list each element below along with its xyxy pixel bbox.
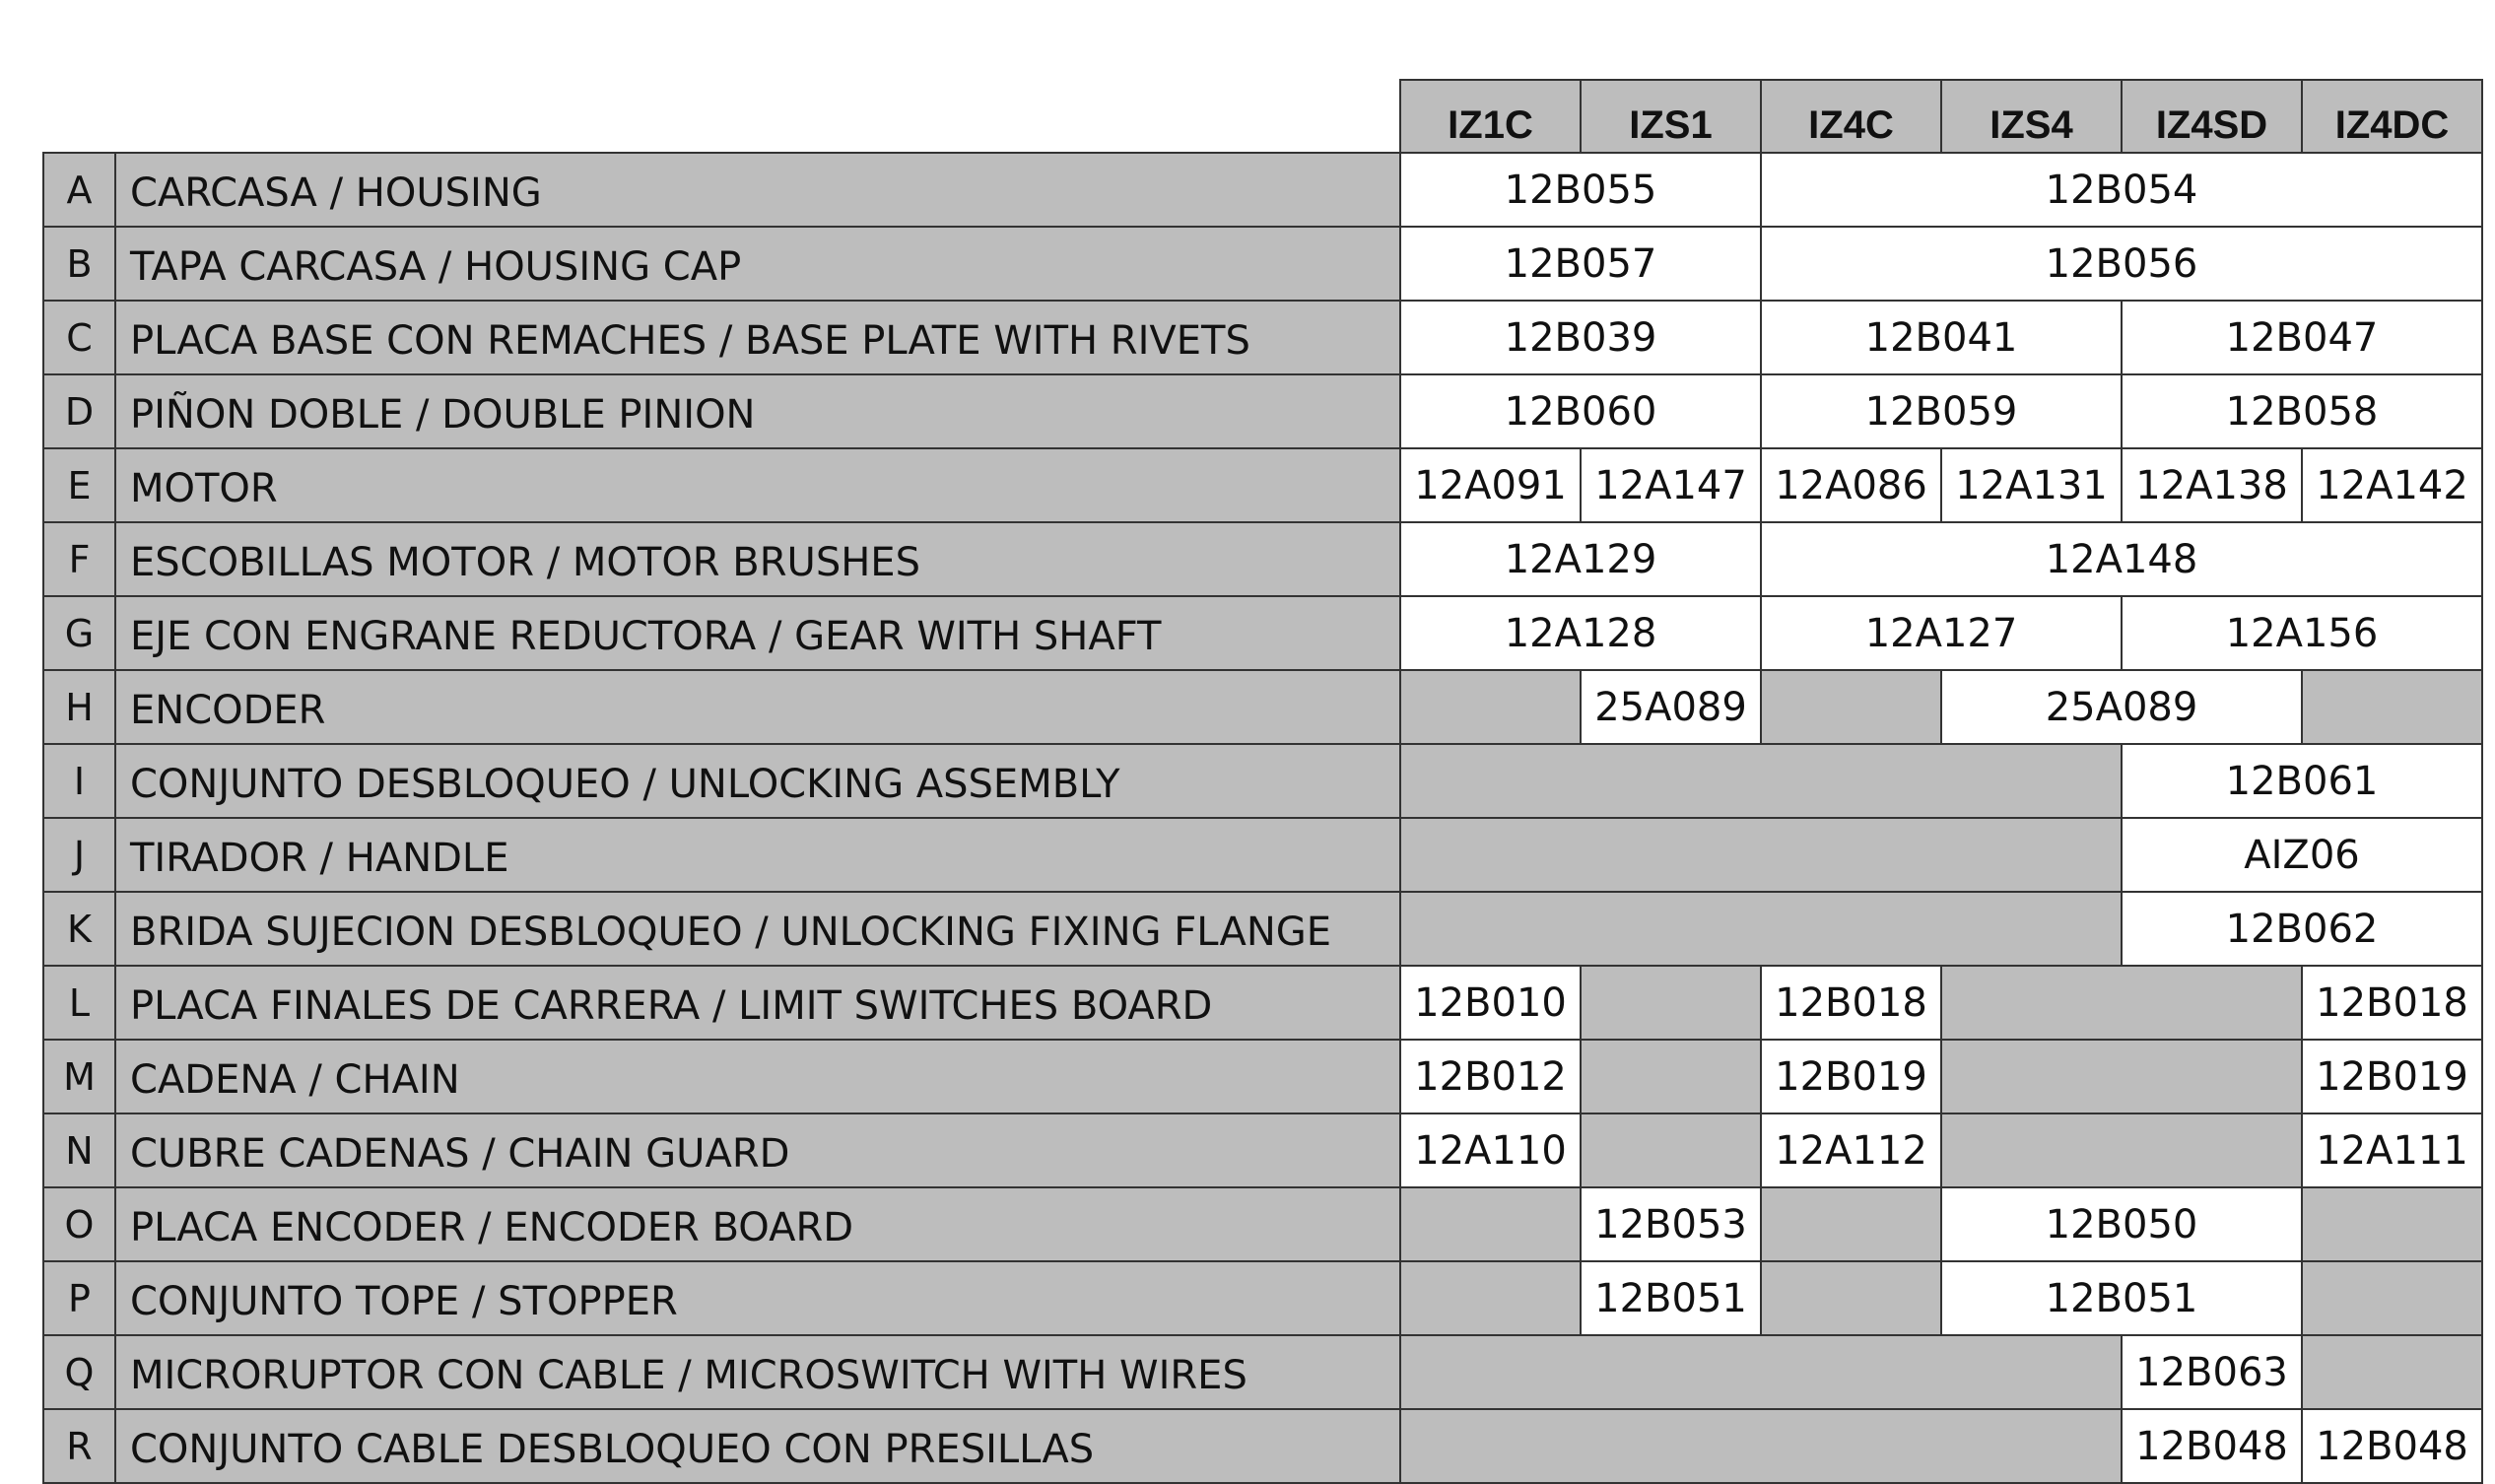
not-applicable-cell <box>1400 1409 2122 1483</box>
part-code-cell: 12B063 <box>2122 1335 2302 1409</box>
part-code-cell: 12B057 <box>1400 227 1761 301</box>
part-code-cell: 12B041 <box>1761 301 2122 374</box>
part-code-cell: 12A086 <box>1761 448 1941 522</box>
part-code-cell: 12A142 <box>2302 448 2482 522</box>
row-letter: D <box>43 374 115 448</box>
parts-table-container <box>42 79 2483 1484</box>
part-code-cell: 12A128 <box>1400 596 1761 670</box>
row-letter: C <box>43 301 115 374</box>
not-applicable-cell <box>1941 1113 2302 1187</box>
part-code-cell: 12A131 <box>1941 448 2122 522</box>
row-description: CADENA / CHAIN <box>115 1040 1400 1113</box>
model-header-iz1c: IZ1C <box>1400 80 1581 153</box>
row-letter: I <box>43 744 115 818</box>
part-code-cell: 12B051 <box>1581 1261 1761 1335</box>
row-description: BRIDA SUJECION DESBLOQUEO / UNLOCKING FIXING FLANGE <box>115 892 1400 966</box>
not-applicable-cell <box>1941 966 2302 1040</box>
part-code-cell: 12B039 <box>1400 301 1761 374</box>
row-letter: M <box>43 1040 115 1113</box>
table-row <box>43 374 2482 448</box>
row-letter: H <box>43 670 115 744</box>
part-code-cell: 12B055 <box>1400 153 1761 227</box>
row-letter: O <box>43 1187 115 1261</box>
part-code-cell: 12B012 <box>1400 1040 1581 1113</box>
part-code-cell: 12B018 <box>2302 966 2482 1040</box>
model-header-izs4: IZS4 <box>1941 80 2122 153</box>
row-description: CUBRE CADENAS / CHAIN GUARD <box>115 1113 1400 1187</box>
row-description: PLACA BASE CON REMACHES / BASE PLATE WITH RIVETS <box>115 301 1400 374</box>
row-letter: G <box>43 596 115 670</box>
not-applicable-cell <box>1761 1261 1941 1335</box>
row-letter: R <box>43 1409 115 1483</box>
part-code-cell: 12B048 <box>2302 1409 2482 1483</box>
table-row <box>43 966 2482 1040</box>
part-code-cell: 25A089 <box>1941 670 2302 744</box>
row-description: PLACA FINALES DE CARRERA / LIMIT SWITCHES BOARD <box>115 966 1400 1040</box>
part-code-cell: 12B056 <box>1761 227 2482 301</box>
row-description: TIRADOR / HANDLE <box>115 818 1400 892</box>
row-letter: F <box>43 522 115 596</box>
part-code-cell: 12B048 <box>2122 1409 2302 1483</box>
table-row <box>43 818 2482 892</box>
row-description: CONJUNTO CABLE DESBLOQUEO CON PRESILLAS <box>115 1409 1400 1483</box>
not-applicable-cell <box>2302 670 2482 744</box>
not-applicable-cell <box>1400 1187 1581 1261</box>
row-description: EJE CON ENGRANE REDUCTORA / GEAR WITH SHAFT <box>115 596 1400 670</box>
row-description: MOTOR <box>115 448 1400 522</box>
not-applicable-cell <box>1581 1040 1761 1113</box>
row-description: TAPA CARCASA / HOUSING CAP <box>115 227 1400 301</box>
model-header-iz4sd: IZ4SD <box>2122 80 2302 153</box>
not-applicable-cell <box>1581 966 1761 1040</box>
table-row <box>43 670 2482 744</box>
part-code-cell: AIZ06 <box>2122 818 2482 892</box>
row-letter: L <box>43 966 115 1040</box>
part-code-cell: 12B054 <box>1761 153 2482 227</box>
row-letter: P <box>43 1261 115 1335</box>
part-code-cell: 12A148 <box>1761 522 2482 596</box>
part-code-cell: 12B059 <box>1761 374 2122 448</box>
not-applicable-cell <box>1761 1187 1941 1261</box>
not-applicable-cell <box>2302 1187 2482 1261</box>
table-row <box>43 1187 2482 1261</box>
table-row <box>43 153 2482 227</box>
row-description: PLACA ENCODER / ENCODER BOARD <box>115 1187 1400 1261</box>
table-row <box>43 1409 2482 1483</box>
part-code-cell: 12A127 <box>1761 596 2122 670</box>
not-applicable-cell <box>1761 670 1941 744</box>
model-header-iz4c: IZ4C <box>1761 80 1941 153</box>
not-applicable-cell <box>1400 892 2122 966</box>
model-header-izs1: IZS1 <box>1581 80 1761 153</box>
part-code-cell: 12A156 <box>2122 596 2482 670</box>
row-letter: B <box>43 227 115 301</box>
part-code-cell: 12B062 <box>2122 892 2482 966</box>
table-row <box>43 227 2482 301</box>
part-code-cell: 12B060 <box>1400 374 1761 448</box>
table-row <box>43 1113 2482 1187</box>
part-code-cell: 12A091 <box>1400 448 1581 522</box>
not-applicable-cell <box>1581 1113 1761 1187</box>
row-description: MICRORUPTOR CON CABLE / MICROSWITCH WITH WIRES <box>115 1335 1400 1409</box>
not-applicable-cell <box>1941 1040 2302 1113</box>
part-code-cell: 12A112 <box>1761 1113 1941 1187</box>
part-code-cell: 12B019 <box>1761 1040 1941 1113</box>
row-description: CONJUNTO DESBLOQUEO / UNLOCKING ASSEMBLY <box>115 744 1400 818</box>
table-row <box>43 596 2482 670</box>
not-applicable-cell <box>2302 1261 2482 1335</box>
row-letter: A <box>43 153 115 227</box>
row-description: ESCOBILLAS MOTOR / MOTOR BRUSHES <box>115 522 1400 596</box>
table-row <box>43 1040 2482 1113</box>
not-applicable-cell <box>1400 1335 2122 1409</box>
part-code-cell: 12B018 <box>1761 966 1941 1040</box>
parts-table <box>42 79 2483 1484</box>
part-code-cell: 12B051 <box>1941 1261 2302 1335</box>
part-code-cell: 12B058 <box>2122 374 2482 448</box>
table-row <box>43 1261 2482 1335</box>
not-applicable-cell <box>1400 744 2122 818</box>
table-row <box>43 1335 2482 1409</box>
part-code-cell: 12A147 <box>1581 448 1761 522</box>
part-code-cell: 12A111 <box>2302 1113 2482 1187</box>
not-applicable-cell <box>2302 1335 2482 1409</box>
part-code-cell: 12B050 <box>1941 1187 2302 1261</box>
table-row <box>43 522 2482 596</box>
row-description: CARCASA / HOUSING <box>115 153 1400 227</box>
row-letter: N <box>43 1113 115 1187</box>
part-code-cell: 12B047 <box>2122 301 2482 374</box>
row-description: ENCODER <box>115 670 1400 744</box>
part-code-cell: 12A110 <box>1400 1113 1581 1187</box>
row-letter: Q <box>43 1335 115 1409</box>
part-code-cell: 12A129 <box>1400 522 1761 596</box>
model-header-iz4dc: IZ4DC <box>2302 80 2482 153</box>
table-row <box>43 744 2482 818</box>
row-description: PIÑON DOBLE / DOUBLE PINION <box>115 374 1400 448</box>
parts-table-body <box>43 153 2482 1483</box>
part-code-cell: 12B019 <box>2302 1040 2482 1113</box>
header-blank-corner <box>43 80 1400 153</box>
row-letter: E <box>43 448 115 522</box>
not-applicable-cell <box>1400 818 2122 892</box>
row-letter: J <box>43 818 115 892</box>
row-letter: K <box>43 892 115 966</box>
part-code-cell: 12B053 <box>1581 1187 1761 1261</box>
part-code-cell: 12B061 <box>2122 744 2482 818</box>
table-row <box>43 301 2482 374</box>
header-row <box>43 80 2482 153</box>
not-applicable-cell <box>1400 670 1581 744</box>
table-row <box>43 448 2482 522</box>
part-code-cell: 25A089 <box>1581 670 1761 744</box>
row-description: CONJUNTO TOPE / STOPPER <box>115 1261 1400 1335</box>
table-row <box>43 892 2482 966</box>
part-code-cell: 12B010 <box>1400 966 1581 1040</box>
not-applicable-cell <box>1400 1261 1581 1335</box>
part-code-cell: 12A138 <box>2122 448 2302 522</box>
